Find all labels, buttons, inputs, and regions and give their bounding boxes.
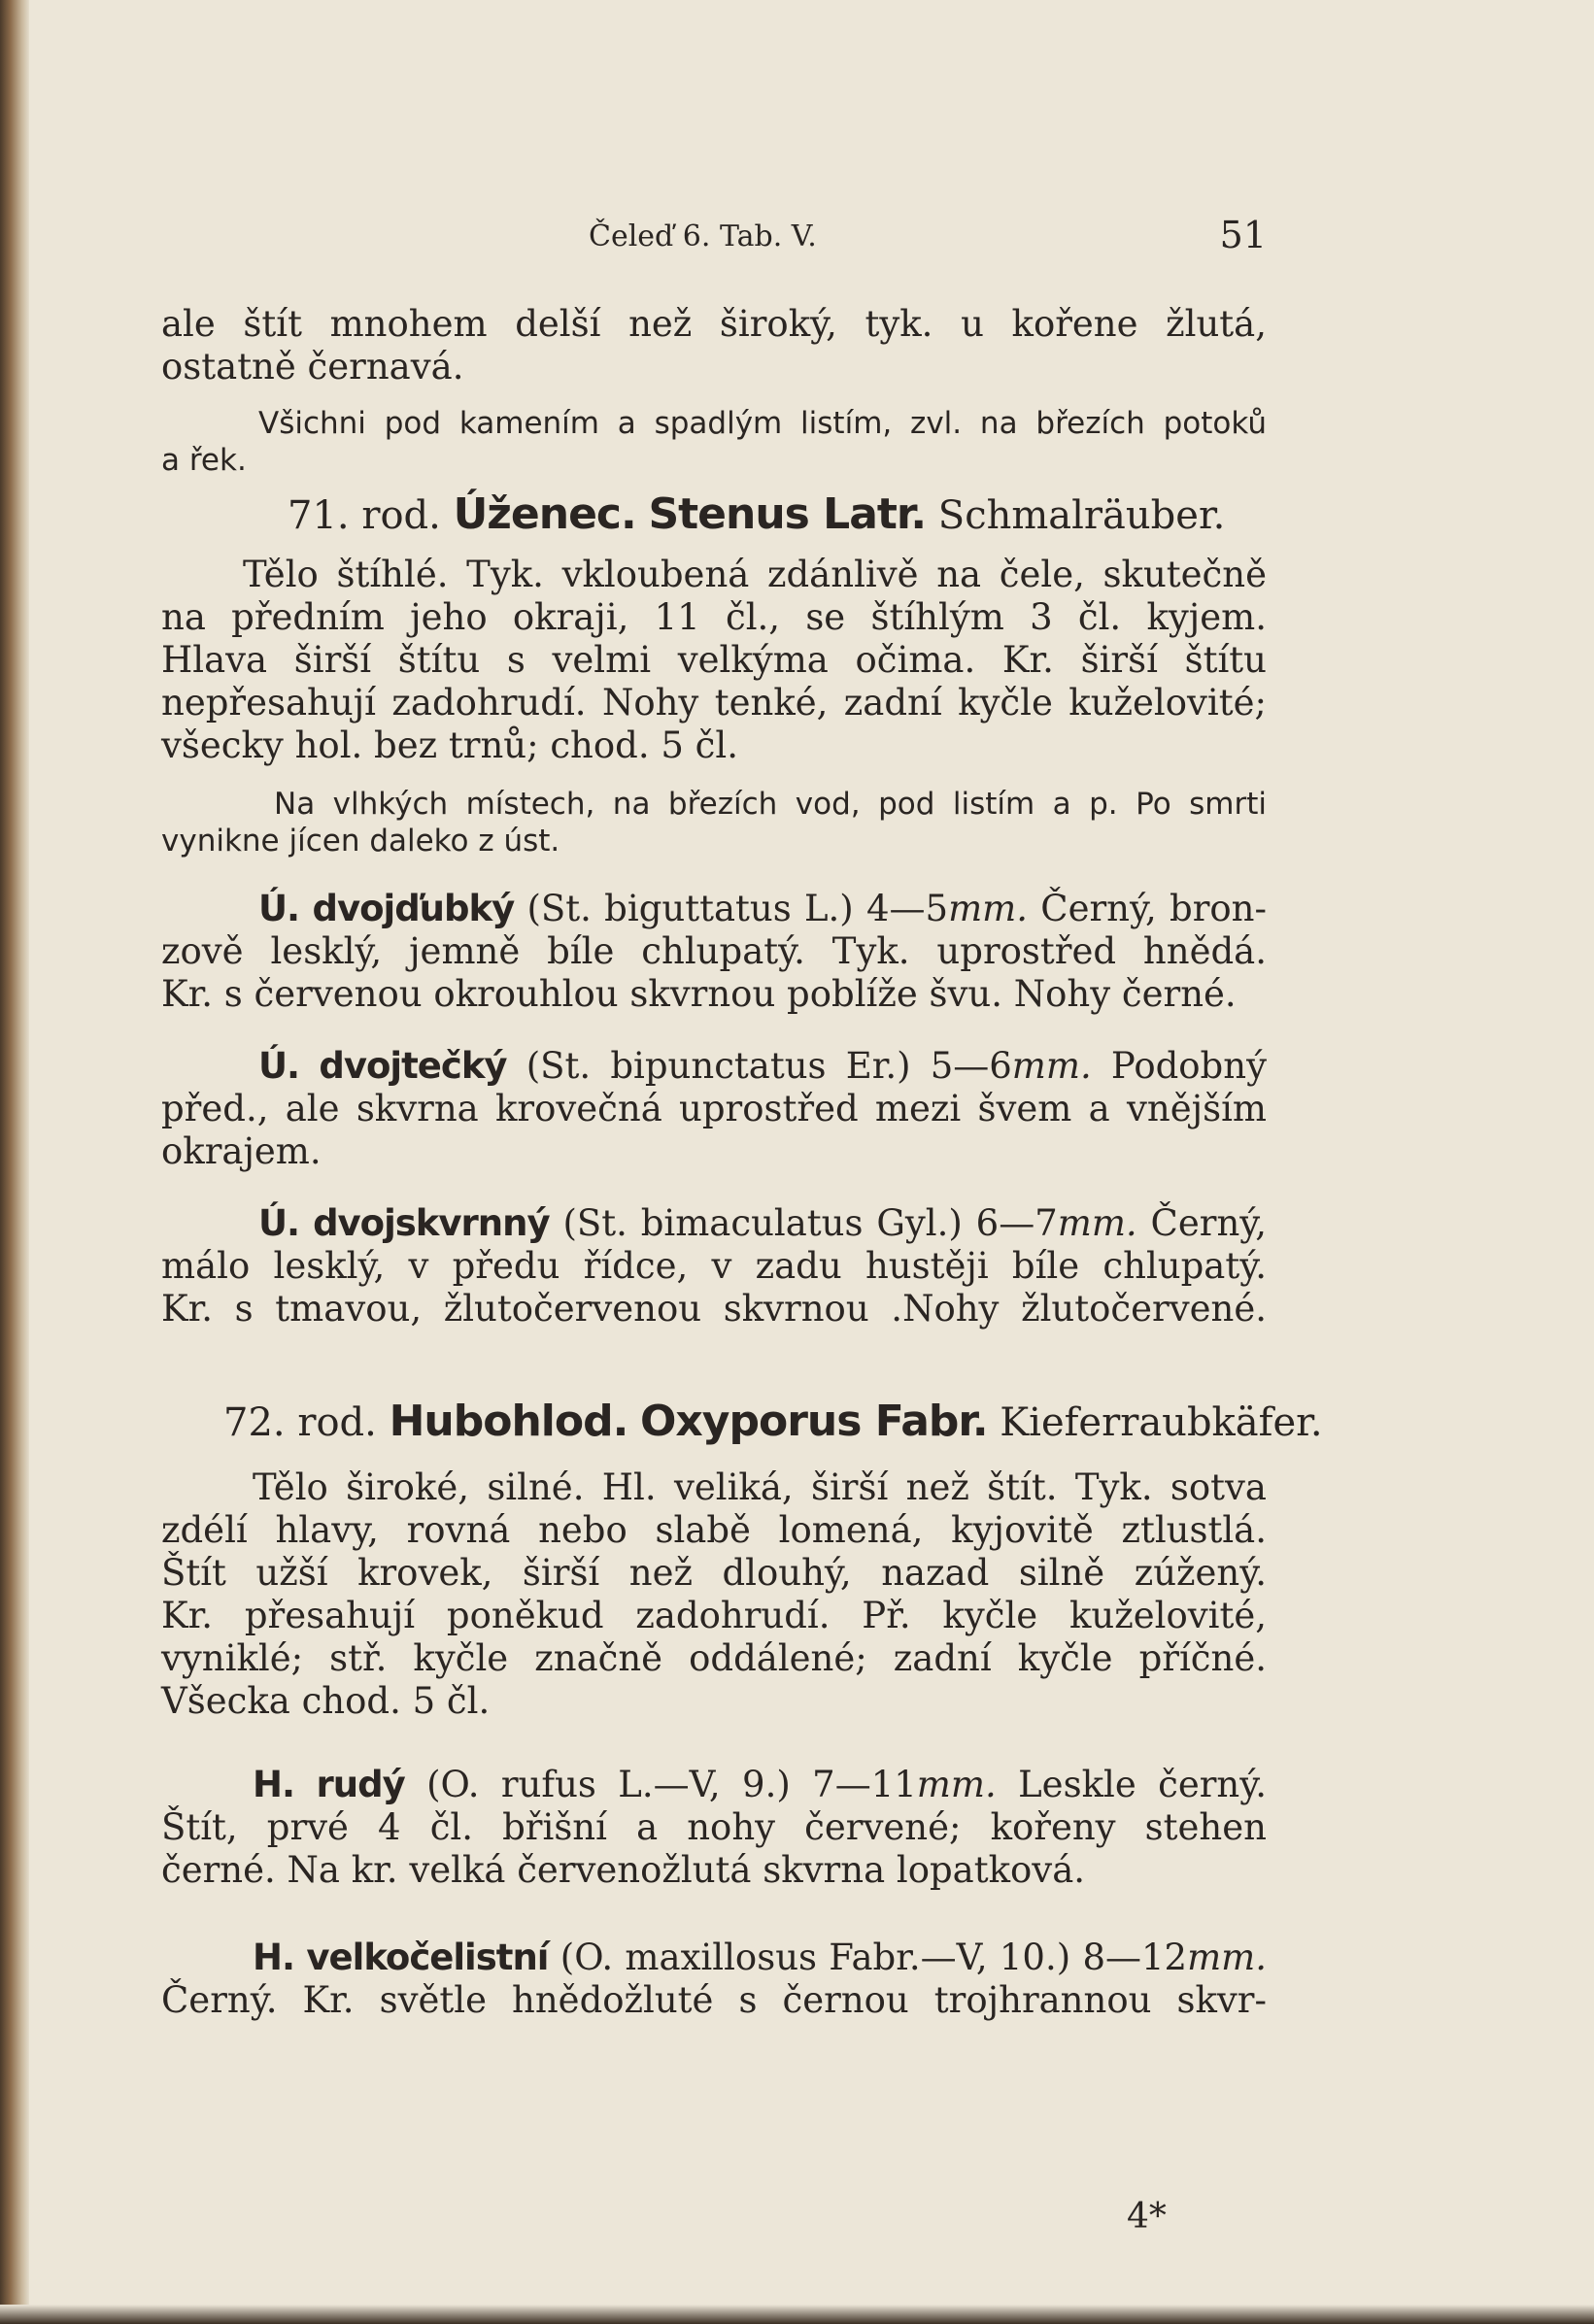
- text-line: na předním jeho okraji, 11 čl., se štíhlým 3 čl. kyjem.: [161, 596, 1267, 638]
- species-name: Ú. dvojtečký: [258, 1045, 507, 1087]
- text-line: Hlava širší štítu s velmi velkýma očima. Kr. širší štítu: [161, 639, 1267, 681]
- book-binding: [0, 0, 29, 2324]
- genus-heading: [223, 1397, 1323, 1446]
- species-unit: mm.: [948, 888, 1029, 929]
- species-unit: mm.: [1011, 1045, 1092, 1087]
- text-line: vyniklé; stř. kyčle značně oddálené; zadní kyčle příčné.: [161, 1637, 1267, 1679]
- species-description: Černý, bron-: [1040, 888, 1267, 929]
- species-latin: (O. maxillosus Fabr.—V, 10.) 8—12: [560, 1937, 1188, 1978]
- species-unit: mm.: [1057, 1202, 1137, 1244]
- species-entry: [253, 1764, 1267, 1805]
- species-entry: [258, 1045, 1267, 1087]
- text-line: všecky hol. bez trnů; chod. 5 čl.: [161, 724, 738, 766]
- species-name: H. velkočelistní: [253, 1937, 549, 1978]
- text-line: před., ale skvrna krovečná uprostřed mezi švem a vnějším: [161, 1088, 1267, 1129]
- text-line: Štít, prvé 4 čl. břišní a nohy červené; kořeny stehen: [161, 1806, 1267, 1848]
- text-line: zově lesklý, jemně bíle chlupatý. Tyk. uprostřed hnědá.: [161, 930, 1267, 972]
- text-line: zdélí hlavy, rovná nebo slabě lomená, kyjovitě ztlustlá.: [161, 1509, 1267, 1551]
- text-line: málo lesklý, v předu řídce, v zadu hustěji bíle chlupatý.: [161, 1245, 1267, 1287]
- text-line: Kr. přesahují poněkud zadohrudí. Př. kyčle kuželovité,: [161, 1595, 1267, 1636]
- header-title: Čeleď 6. Tab. V.: [589, 219, 817, 253]
- genus-heading: [288, 489, 1267, 539]
- text-line: nepřesahují zadohrudí. Nohy tenké, zadní kyčle kuželovité;: [161, 682, 1267, 724]
- genus-latin-name: Oxyporus Fabr.: [640, 1397, 988, 1446]
- text-line: ostatně černavá.: [161, 346, 464, 387]
- running-header: [161, 214, 1267, 268]
- text-line: ale štít mnohem delší než široký, tyk. u kořene žlutá,: [161, 303, 1267, 345]
- text-line: Tělo široké, silné. Hl. veliká, širší než štít. Tyk. sotva: [253, 1466, 1267, 1508]
- text-line: Tělo štíhlé. Tyk. vkloubená zdánlivě na čele, skutečně: [243, 554, 1267, 595]
- text-line: Kr. s červenou okrouhlou skvrnou poblíže švu. Nohy černé.: [161, 973, 1237, 1015]
- species-name: H. rudý: [253, 1764, 405, 1805]
- species-latin: (St. bimaculatus Gyl.) 6—7: [562, 1202, 1058, 1244]
- species-entry: [253, 1937, 1267, 1978]
- text-line: černé. Na kr. velká červenožlutá skvrna lopatková.: [161, 1849, 1086, 1891]
- species-unit: mm.: [1187, 1937, 1268, 1978]
- page-number: 51: [1219, 214, 1267, 256]
- genus-czech-name: Úženec.: [453, 489, 636, 539]
- species-name: Ú. dvojskvrnný: [258, 1202, 550, 1244]
- species-description: Černý,: [1150, 1202, 1268, 1244]
- species-latin: (St. bipunctatus Er.) 5—6: [526, 1045, 1012, 1087]
- text-line: Všecka chod. 5 čl.: [161, 1680, 491, 1722]
- habitat-note: Na vlhkých místech, na březích vod, pod listím a p. Po smrti: [274, 787, 1267, 822]
- signature-mark: 4*: [1127, 2197, 1167, 2237]
- genus-latin-name: Stenus Latr.: [648, 489, 927, 539]
- habitat-note: a řek.: [161, 443, 247, 478]
- genus-number: 72. rod.: [223, 1400, 377, 1445]
- text-line: okrajem.: [161, 1130, 322, 1172]
- text-line: Štít užší krovek, širší než dlouhý, nazad silně zúžený.: [161, 1552, 1267, 1594]
- genus-german-name: Schmalräuber.: [937, 493, 1226, 538]
- species-entry: [258, 888, 1267, 929]
- species-latin: (O. rufus L.—V, 9.) 7—11: [426, 1764, 917, 1805]
- page-bottom-edge: [0, 2305, 1594, 2324]
- genus-number: 71. rod.: [288, 493, 441, 538]
- habitat-note: Všichni pod kamením a spadlým listím, zvl. na březích potoků: [258, 406, 1267, 441]
- habitat-note: vynikne jícen daleko z úst.: [161, 824, 560, 859]
- species-description: Podobný: [1110, 1045, 1267, 1087]
- species-entry: [258, 1202, 1267, 1244]
- species-unit: mm.: [916, 1764, 997, 1805]
- species-description: Leskle černý.: [1018, 1764, 1267, 1805]
- genus-german-name: Kieferraubkäfer.: [1000, 1400, 1323, 1445]
- species-latin: (St. biguttatus L.) 4—5: [526, 888, 949, 929]
- text-line: Černý. Kr. světle hnědožluté s černou trojhrannou skvr-: [161, 1979, 1267, 2021]
- genus-czech-name: Hubohlod.: [389, 1397, 628, 1446]
- text-line: Kr. s tmavou, žlutočervenou skvrnou .Nohy žlutočervené.: [161, 1288, 1267, 1330]
- species-name: Ú. dvojďubký: [258, 888, 515, 929]
